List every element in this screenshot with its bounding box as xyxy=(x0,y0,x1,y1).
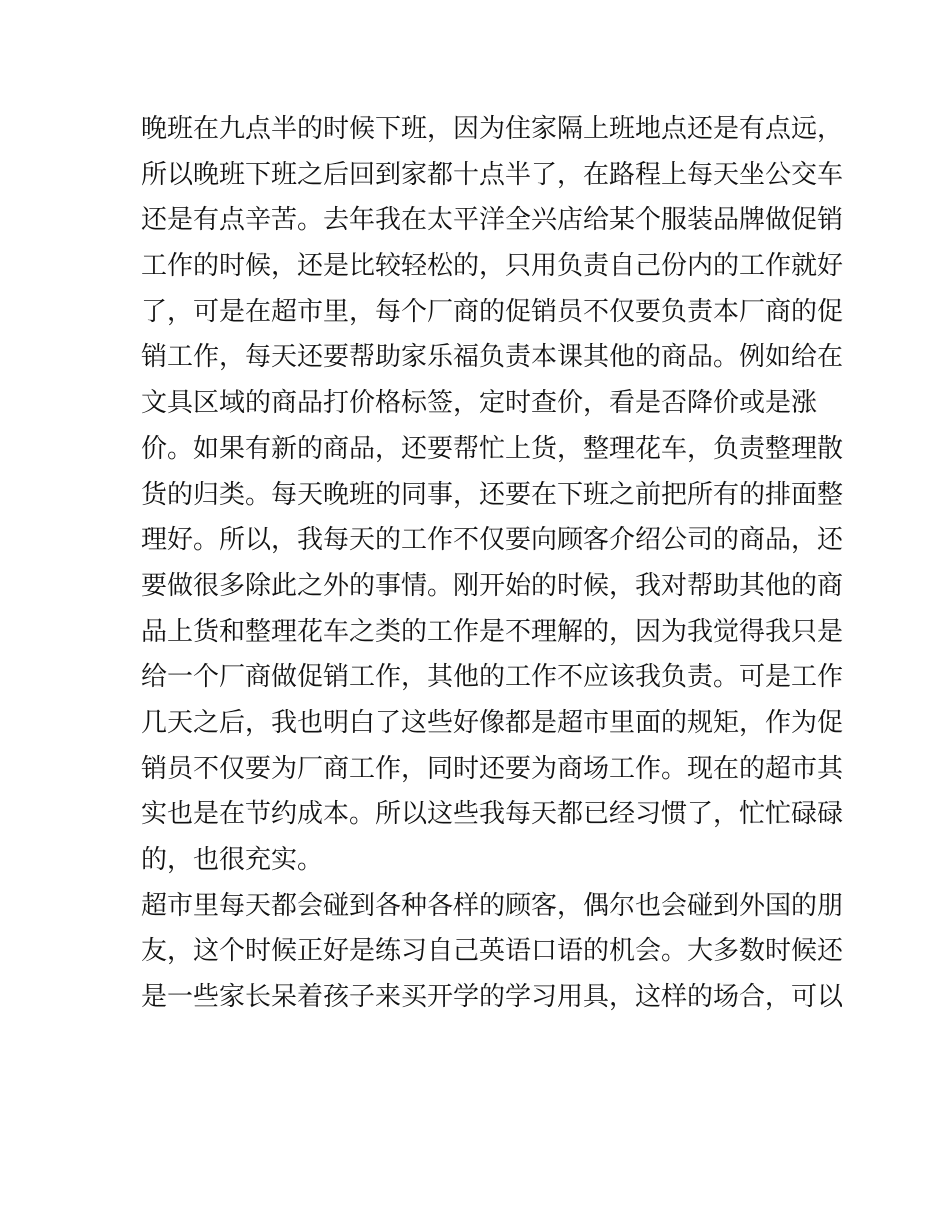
text-line: 还是有点辛苦。去年我在太平洋全兴店给某个服装品牌做促销 xyxy=(141,205,844,236)
text-line: 文具区域的商品打价格标签，定时查价，看是否降价或是涨 xyxy=(141,388,818,419)
text-line: 货的归类。每天晚班的同事，还要在下班之前把所有的排面整 xyxy=(141,479,844,510)
text-line: 品上货和整理花车之类的工作是不理解的，因为我觉得我只是 xyxy=(141,616,844,647)
text-line: 工作的时候，还是比较轻松的，只用负责自己份内的工作就好 xyxy=(141,251,844,282)
text-line: 了，可是在超市里，每个厂商的促销员不仅要负责本厂商的促 xyxy=(141,296,844,327)
text-line: 价。如果有新的商品，还要帮忙上货，整理花车，负责整理散 xyxy=(141,433,844,464)
text-line: 销工作，每天还要帮助家乐福负责本课其他的商品。例如给在 xyxy=(141,342,844,373)
text-line: 实也是在节约成本。所以这些我每天都已经习惯了，忙忙碌碌 xyxy=(141,799,844,830)
text-line: 是一些家长呆着孩子来买开学的学习用具，这样的场合，可以 xyxy=(141,982,844,1013)
text-line: 理好。所以，我每天的工作不仅要向顾客介绍公司的商品，还 xyxy=(141,525,844,556)
text-line: 晚班在九点半的时候下班，因为住家隔上班地点还是有点远， xyxy=(141,114,844,144)
text-line: 超市里每天都会碰到各种各样的顾客，偶尔也会碰到外国的朋 xyxy=(141,890,844,921)
text-line: 所以晚班下班之后回到家都十点半了，在路程上每天坐公交车 xyxy=(141,159,844,190)
text-line: 要做很多除此之外的事情。刚开始的时候，我对帮助其他的商 xyxy=(141,570,844,601)
text-line: 销员不仅要为厂商工作，同时还要为商场工作。现在的超市其 xyxy=(141,753,844,784)
text-line: 的，也很充实。 xyxy=(141,845,324,875)
text-line: 给一个厂商做促销工作，其他的工作不应该我负责。可是工作 xyxy=(141,662,844,693)
body-text xyxy=(141,107,844,1021)
text-line: 友，这个时候正好是练习自己英语口语的机会。大多数时候还 xyxy=(141,936,844,967)
text-line: 几天之后，我也明白了这些好像都是超市里面的规矩，作为促 xyxy=(141,707,844,738)
